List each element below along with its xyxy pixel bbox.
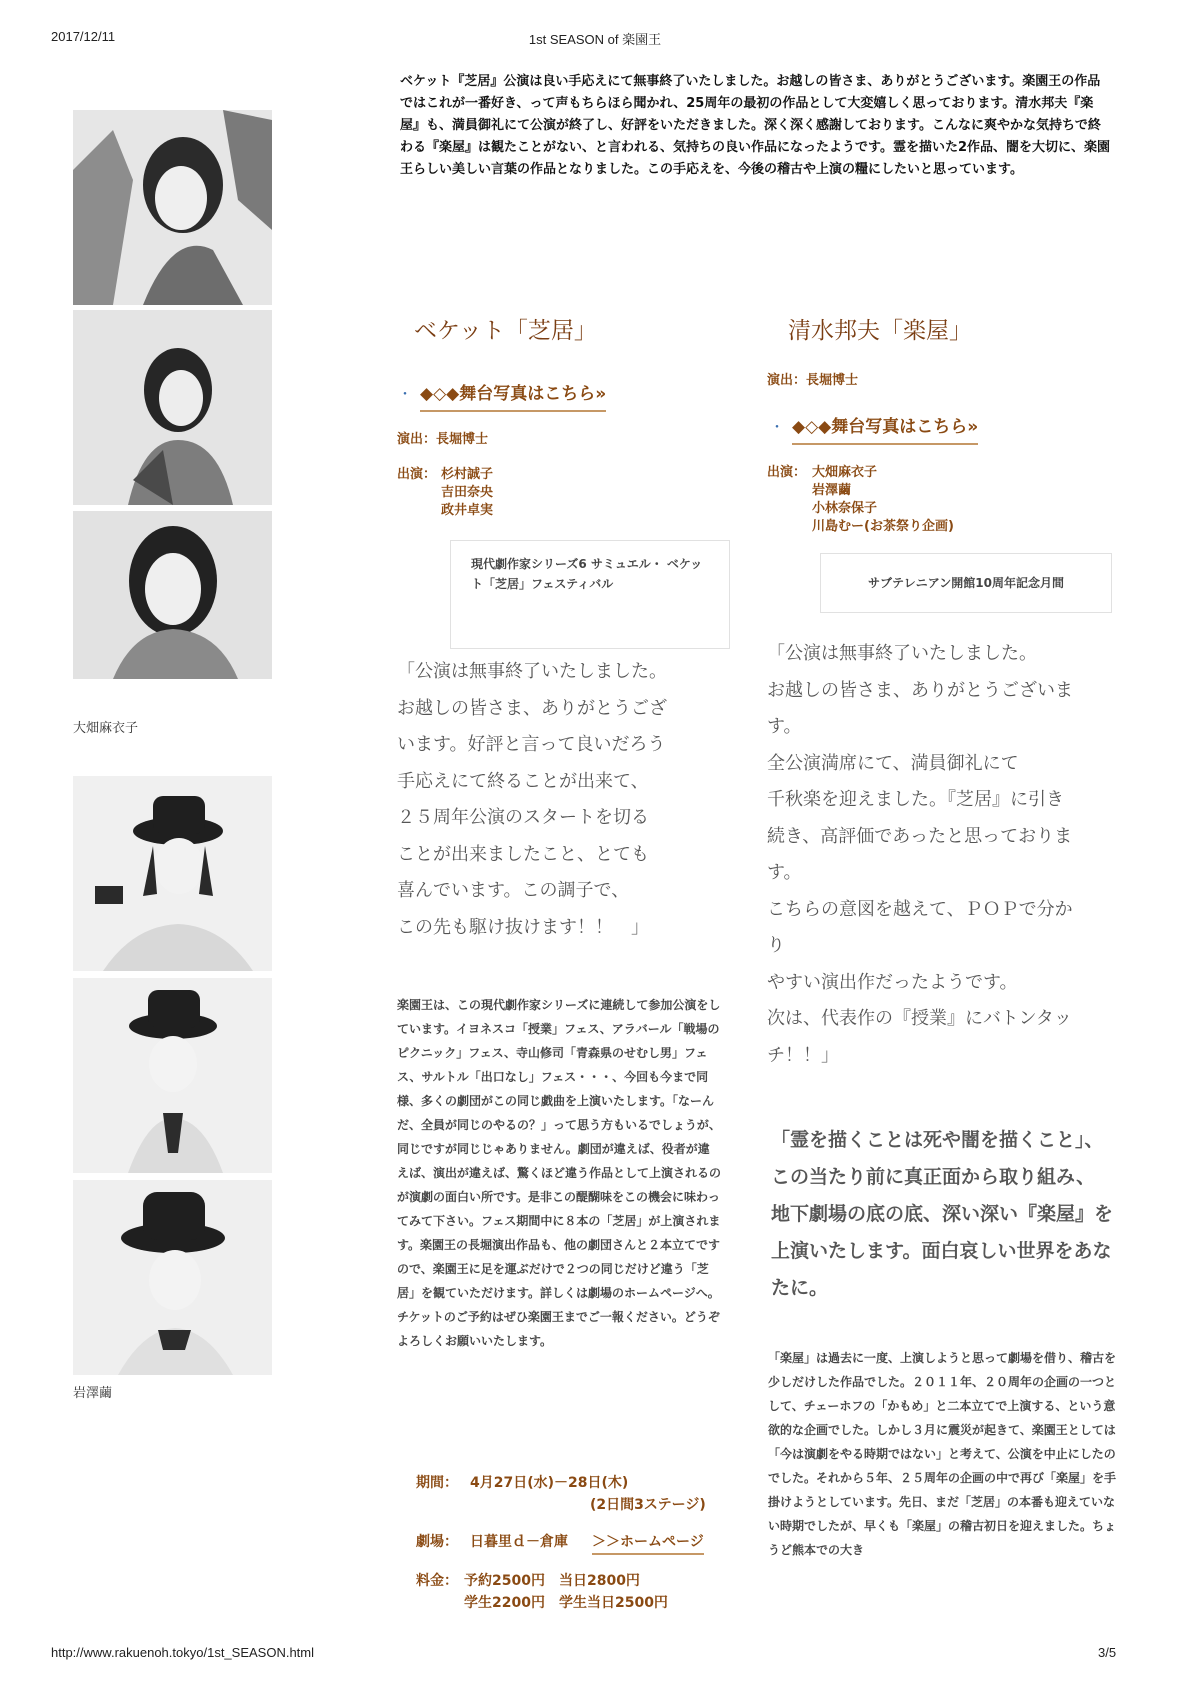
- fee-label: 料金：: [416, 1573, 458, 1589]
- cast-list: [441, 466, 493, 520]
- quote-line: 次は、代表作の『授業』にバトンタッ: [767, 1008, 1072, 1029]
- cast-name: 小林奈保子: [812, 501, 878, 516]
- quote-line: す。: [767, 716, 802, 737]
- cast-name: 政井卓実: [441, 503, 494, 518]
- quote-line: り: [767, 935, 785, 956]
- print-date: 2017/12/11: [51, 29, 116, 44]
- print-url: http://www.rakuenoh.tokyo/1st_SEASON.html: [51, 1645, 315, 1660]
- cast-list: [812, 464, 954, 536]
- period: 4月27日(水)－28日(木): [470, 1475, 629, 1491]
- quote-line: お越しの皆さま、ありがとうござ: [397, 697, 667, 719]
- homepage-link-text[interactable]: ＞＞ホームページ: [592, 1534, 704, 1555]
- festival-text: 現代劇作家シリーズ6 サミュエル・ ベケット「芝居」フェスティバル: [471, 557, 703, 591]
- comment-quote: [397, 654, 727, 946]
- quote-line: 喜んでいます。この調子で、: [397, 880, 630, 901]
- cast-photo-2: [73, 310, 272, 505]
- quote-line: ことが出来ましたこと、とても: [397, 843, 649, 865]
- quote-line: す。: [767, 862, 802, 883]
- cast-label: 出演：: [397, 467, 437, 482]
- cast-name: 岩澤繭: [812, 483, 852, 498]
- quote-line: ２５周年公演のスタートを切る: [397, 807, 649, 828]
- intro-paragraph: ベケット『芝居』公演は良い手応えにて無事終了いたしました。お越しの皆さま、ありがとうございます。楽園王の作品ではこれが一番好き、って声もちらほら聞かれ、25周年の最初の作品として大変嬉しく思っております。清水邦夫『楽屋』も、満員御礼にて公演が終了し、好評をいただきました。深く深く感謝しております。こんなに爽やかな気持ちで終わる『楽屋』は観たことがない、と言われる、気持ちの良い作品になったようです。霊を描いた2作品、闇を大切に、楽園王らしい美しい言葉の作品となりました。この手応えを、今後の稽古や上演の糧にしたいと思っています。: [400, 74, 1111, 177]
- quote-line: 続き、高評価であったと思っておりま: [767, 825, 1073, 847]
- stage-photos-link-text[interactable]: ◆◇◆舞台写真はこちら»: [420, 384, 606, 412]
- quote-line: チ！！」: [767, 1044, 839, 1066]
- stage-photos-link-text[interactable]: ◆◇◆舞台写真はこちら»: [792, 417, 978, 445]
- cast-photo-1: [73, 110, 272, 305]
- gakuya-description: 「楽屋」は過去に一度、上演しようと思って劇場を借り、稽古を少しだけした作品でした。２０１１年、２０周年の企画の一つとして、チェーホフの「かもめ」と二本立てで上演する、という意欲的な企画でした。しかし３月に震災が起きて、楽園王としては「今は演劇をやる時期ではない」と考えて、公演を中止にしたのでした。それから５年、２５周年の企画の中で再び「楽屋」を手掛けようとしています。先日、まだ「芝居」の本番も迎えていない時期でしたが、早くも「楽屋」の稽古初日を迎えました。ちょうど熊本での大き: [768, 1351, 1117, 1557]
- cast-photo-4: [73, 776, 272, 971]
- tagline: 「霊を描くことは死や闇を描くこと」、この当たり前に真正面から取り組み、地下劇場の底の底、深い深い『楽屋』を上演いたします。面白哀しい世界をあなたに。: [771, 1129, 1114, 1299]
- cast-name: 吉田奈央: [441, 485, 494, 500]
- cast-name: 大畑麻衣子: [812, 465, 878, 480]
- cast-photo-6: [73, 1180, 272, 1375]
- comment-quote: [767, 636, 1117, 1074]
- period-note: (2日間3ステージ): [590, 1497, 706, 1513]
- theater: 日暮里ｄ－倉庫: [470, 1534, 568, 1550]
- photo-caption: 大畑麻衣子: [73, 721, 139, 736]
- quote-line: お越しの皆さま、ありがとうございま: [767, 679, 1073, 701]
- quote-line: やすい演出作だったようです。: [767, 971, 1018, 993]
- anniversary-text: サブテレニアン開館10周年記念月間: [868, 576, 1064, 590]
- theater-label: 劇場：: [416, 1534, 458, 1550]
- quote-line: この先も駆け抜けます！！ 」: [397, 916, 649, 938]
- page-number: 3/5: [1098, 1645, 1117, 1660]
- cast-name: 杉村誠子: [441, 467, 494, 482]
- section-title-gakuya: 清水邦夫「楽屋」: [788, 318, 972, 344]
- fee-student: 学生2200円 学生当日2500円: [464, 1595, 668, 1611]
- photo-caption: 岩澤繭: [73, 1386, 113, 1401]
- quote-line: 「公演は無事終了いたしました。: [767, 643, 1037, 664]
- quote-line: 全公演満席にて、満員御礼にて: [767, 752, 1019, 774]
- director: 演出：長堀博士: [767, 373, 859, 388]
- cast-label: 出演：: [767, 465, 807, 480]
- period-label: 期間：: [416, 1475, 458, 1491]
- director: 演出：長堀博士: [397, 432, 489, 447]
- bullet-icon: ・: [398, 387, 412, 403]
- cast-photo-3: [73, 511, 272, 679]
- cast-name: 川島むー(お茶祭り企画): [812, 519, 954, 534]
- stage-photos-link[interactable]: [770, 412, 978, 437]
- theater-homepage-link[interactable]: [592, 1531, 704, 1553]
- fee-general: 予約2500円 当日2800円: [464, 1573, 640, 1589]
- section-title-shibai: ベケット「芝居」: [414, 318, 597, 344]
- quote-line: こちらの意図を越えて、ＰＯＰで分か: [767, 898, 1073, 920]
- stage-photos-link[interactable]: [398, 379, 606, 404]
- quote-line: 「公演は無事終了いたしました。: [397, 661, 667, 682]
- print-title: 1st SEASON of 楽園王: [528, 32, 662, 47]
- festival-box: [450, 540, 730, 649]
- anniversary-box: [820, 553, 1112, 613]
- bullet-icon: ・: [770, 420, 784, 436]
- festival-description: 楽園王は、この現代劇作家シリーズに連続して参加公演をしています。イヨネスコ「授業」フェス、アラバール「戦場のピクニック」フェス、寺山修司「青森県のせむし男」フェス、サルトル「出口なし」フェス・・・、今回も今まで同様、多くの劇団がこの同じ戯曲を上演いたします。「なーんだ、全員が同じのやるの？」って思う方もいるでしょうが、同じですが同じじゃありません。劇団が違えば、役者が違えば、演出が違えば、驚くほど違う作品として上演されるのが演劇の面白い所です。是非この醍醐味をこの機会に味わってみて下さい。フェス期間中に８本の「芝居」が上演されます。楽園王の長堀演出作品も、他の劇団さんと２本立てですので、楽園王に足を運ぶだけで２つの同じだけど違う「芝居」を観ていただけます。詳しくは劇場のホームページへ。チケットのご予約はぜひ楽園王までご一報ください。どうぞよろしくお願いいたします。: [397, 998, 722, 1348]
- cast-photo-5: [73, 978, 272, 1173]
- quote-line: います。好評と言って良いだろう: [397, 734, 666, 755]
- quote-line: 千秋楽を迎えました。『芝居』に引き: [767, 789, 1064, 810]
- quote-line: 手応えにて終ることが出来て、: [397, 770, 649, 792]
